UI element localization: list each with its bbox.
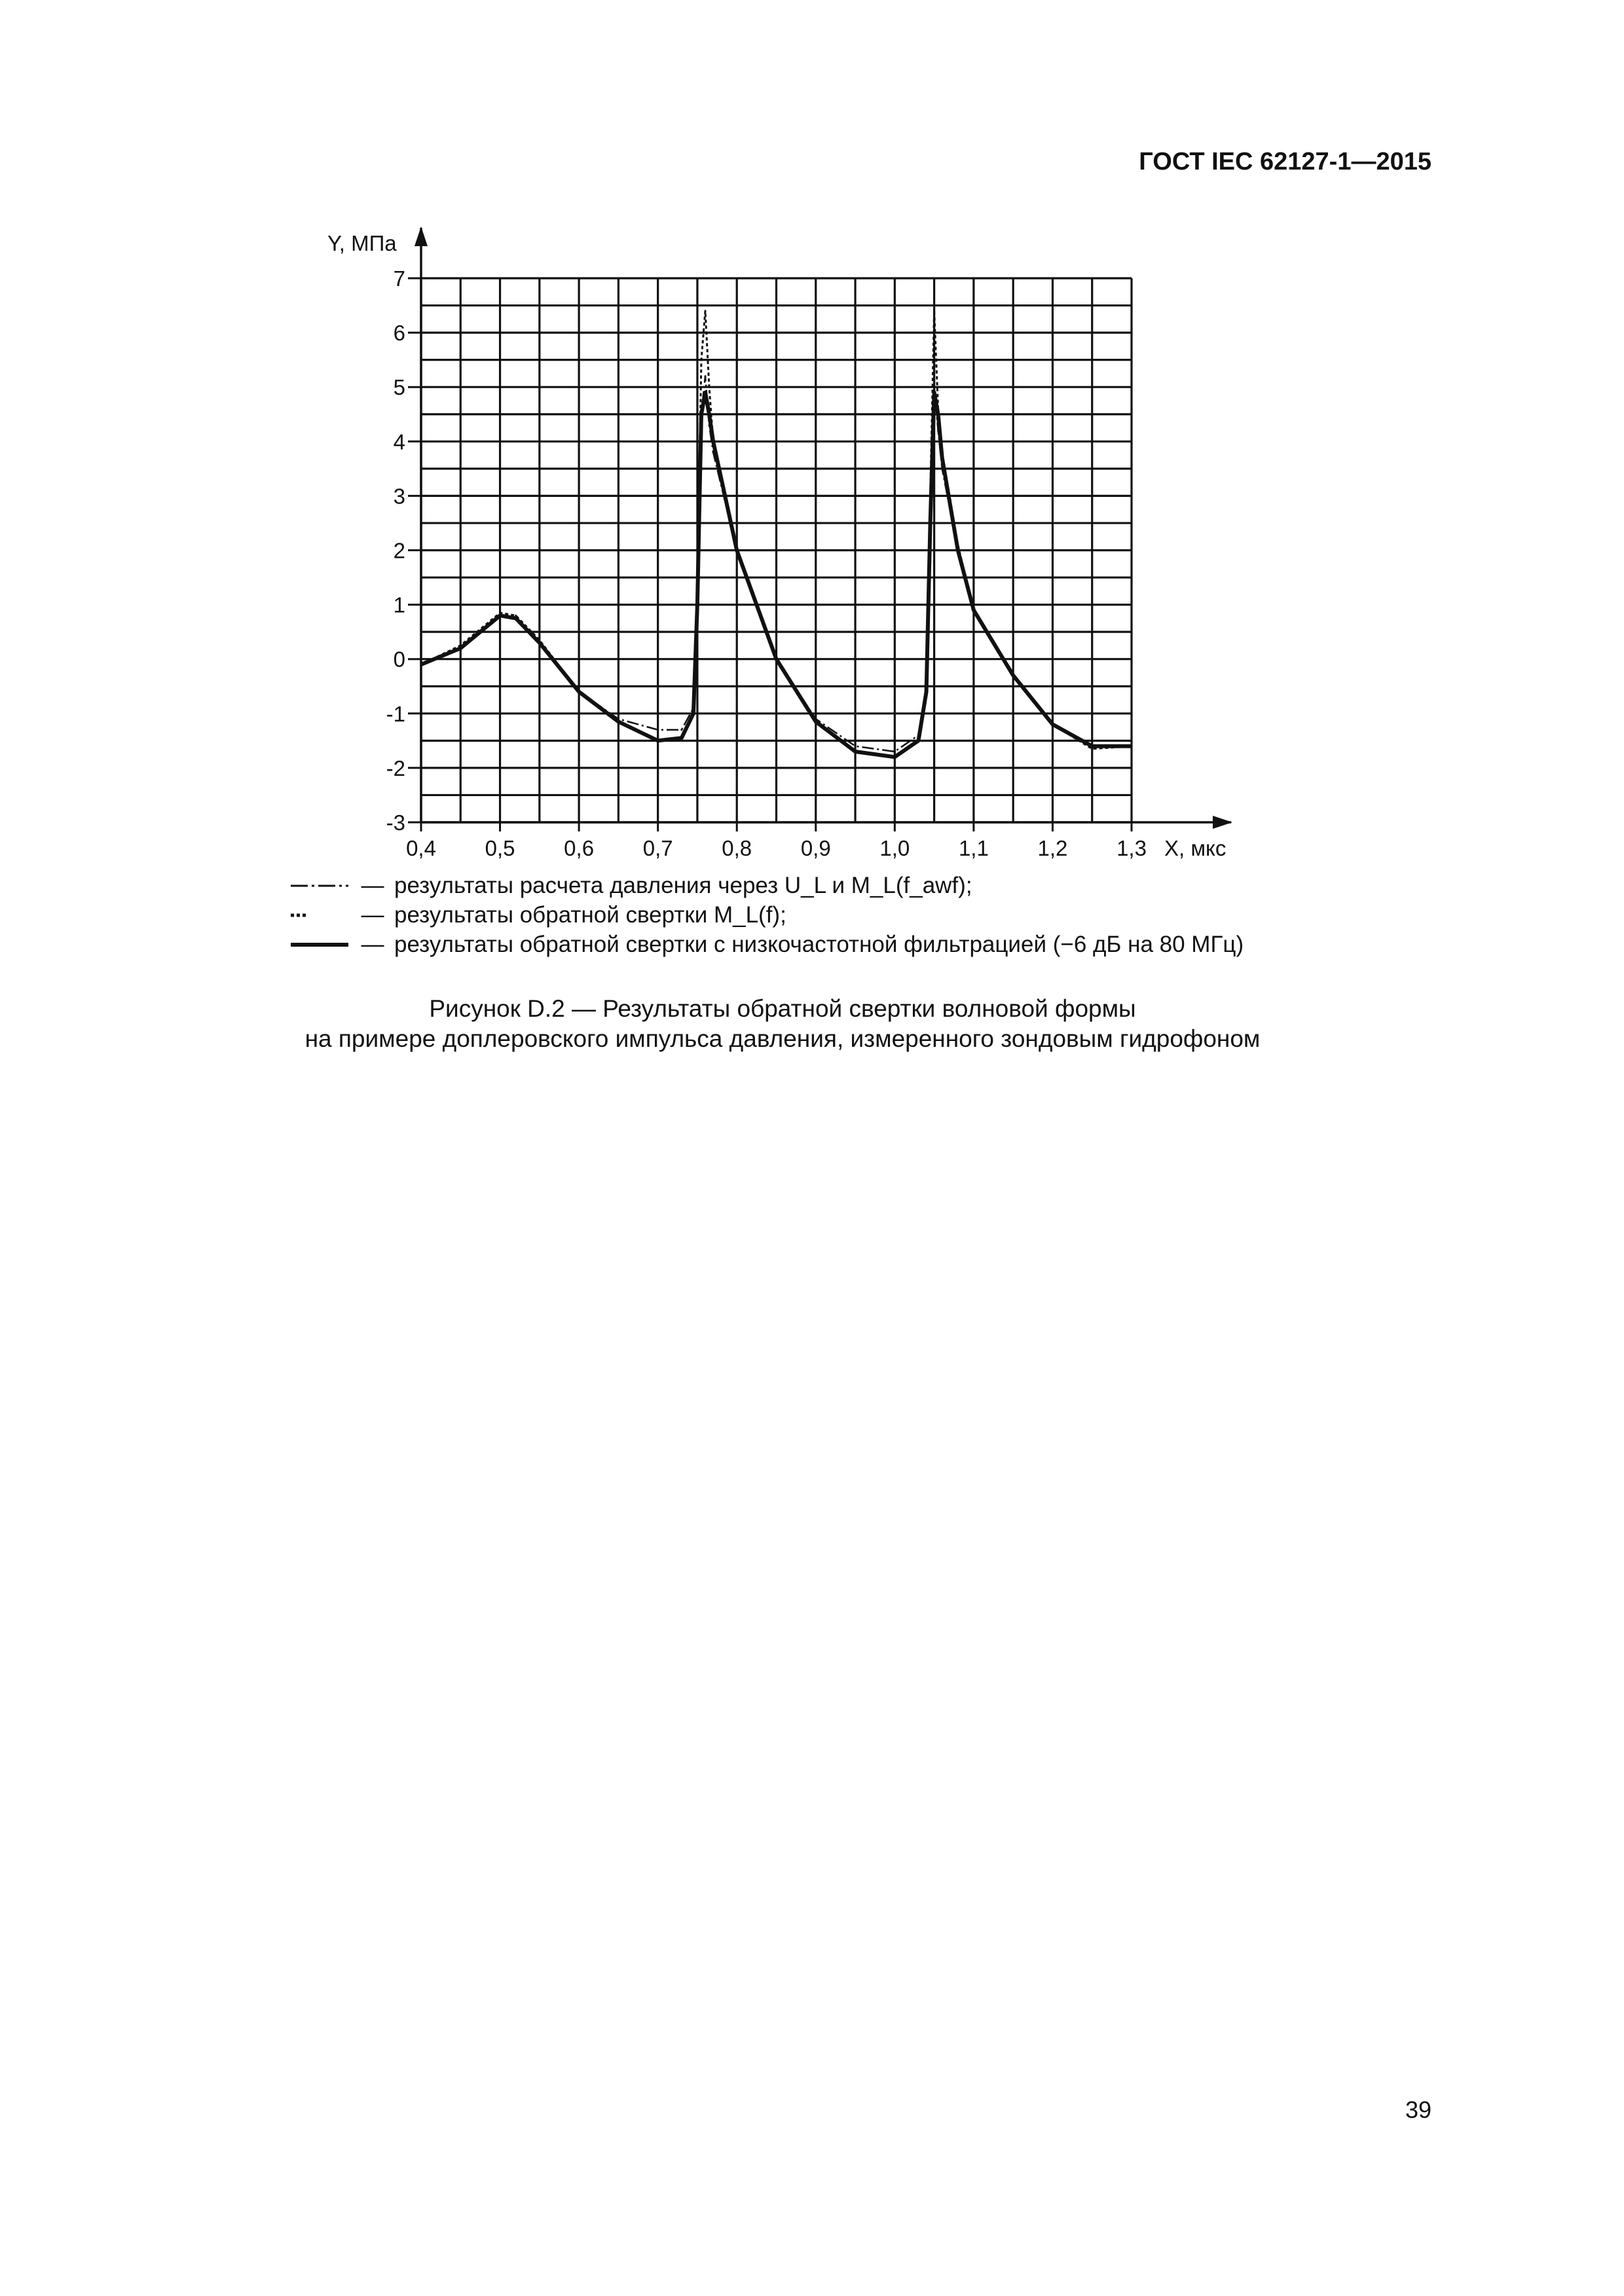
data-point-dash-dot (705, 375, 707, 377)
y-tick-label: 5 (393, 375, 405, 400)
x-tick-label: 0,4 (406, 836, 436, 860)
caption-line-2: на примере доплеровского импульса давления, измеренного зондовым гидрофоном (304, 1025, 1261, 1052)
data-point-solid-thick (957, 549, 959, 551)
data-point-solid-thick (972, 609, 974, 611)
y-tick-label: -2 (386, 756, 405, 780)
y-tick-label: 2 (393, 538, 405, 563)
x-tick-label: 0,6 (564, 836, 595, 860)
data-point-dash-dot (855, 745, 857, 747)
data-point-solid-thick (499, 615, 501, 617)
dash-dot-line-icon (288, 878, 351, 894)
y-tick-label: 6 (393, 321, 405, 346)
legend-item-deconvolution (288, 900, 1244, 930)
legend-item-filtered (288, 930, 1244, 959)
data-point-solid-thick (578, 691, 580, 693)
caption-line-1: Рисунок D.2 — Результаты обратной свертки волновой формы (429, 995, 1136, 1022)
data-point-dash-dot (680, 729, 682, 731)
data-point-solid-thick (929, 522, 931, 524)
data-point-solid-thick (775, 658, 777, 660)
legend-label-text: результаты обратной свертки с низкочастотной фильтрацией (−6 дБ на 80 МГц) (394, 932, 1244, 957)
data-point-solid-thick (815, 721, 817, 723)
chart-legend (288, 871, 1244, 959)
data-point-solid-thick (515, 617, 517, 619)
data-point-dash-dot (894, 751, 896, 753)
dotted-line-icon (288, 907, 351, 923)
chart-axes (421, 228, 1231, 822)
x-tick-label: 1,3 (1116, 836, 1147, 860)
y-tick-label: 1 (393, 592, 405, 617)
data-point-dotted (709, 386, 710, 388)
figure-caption (0, 994, 1565, 1054)
data-point-dotted (705, 310, 707, 312)
y-tick-label: 4 (393, 429, 405, 454)
y-tick-label: -3 (386, 811, 405, 835)
data-point-solid-thick (1131, 745, 1133, 747)
data-point-solid-thick (657, 740, 659, 742)
y-tick-label: 7 (393, 266, 405, 291)
x-tick-label: 0,5 (485, 836, 515, 860)
legend-label-filtered (394, 930, 1244, 959)
data-point-solid-thick (712, 441, 714, 443)
data-point-solid-thick (1052, 723, 1054, 725)
y-axis-label: Y, МПа (327, 231, 397, 255)
data-point-solid-thick (705, 392, 707, 393)
data-point-solid-thick (1012, 674, 1014, 676)
data-point-solid-thick (692, 712, 694, 714)
data-point-solid-thick (680, 737, 682, 739)
waveform-chart (0, 0, 1624, 864)
legend-dash: — (361, 873, 384, 898)
x-tick-label: 0,7 (642, 836, 673, 860)
x-axis-label: X, мкс (1164, 836, 1227, 860)
x-tick-label: 0,9 (800, 836, 831, 860)
legend-item-calculated (288, 871, 1244, 900)
x-tick-label: 0,8 (722, 836, 752, 860)
y-tick-label: 3 (393, 484, 405, 509)
legend-dash: — (361, 932, 384, 957)
data-point-dash-dot (657, 729, 659, 731)
solid-line-icon (288, 937, 351, 953)
data-point-solid-thick (937, 413, 939, 415)
data-point-solid-thick (736, 549, 738, 551)
data-point-solid-thick (855, 751, 857, 753)
data-point-solid-thick (925, 691, 927, 693)
x-tick-label: 1,0 (879, 836, 910, 860)
data-point-solid-thick (933, 392, 935, 393)
y-tick-label: 0 (393, 647, 405, 672)
data-point-solid-thick (701, 413, 703, 415)
data-point-solid-thick (941, 457, 943, 459)
data-point-dotted (499, 612, 501, 614)
legend-label-calculated (394, 871, 972, 900)
standard-header: ГОСТ IEC 62127-1—2015 (1139, 148, 1431, 175)
legend-label-text: результаты расчета давления через U_L и M_L(f_awf); (394, 873, 972, 898)
data-point-solid-thick (696, 604, 698, 606)
y-tick-label: -1 (386, 701, 405, 726)
x-tick-label: 1,1 (958, 836, 989, 860)
data-point-solid-thick (894, 756, 896, 758)
legend-label-deconvolution (394, 900, 786, 930)
data-point-solid-thick (709, 413, 710, 415)
chart-grid (421, 278, 1132, 822)
data-point-solid-thick (618, 721, 619, 723)
data-point-solid-thick (1091, 745, 1093, 747)
data-point-solid-thick (538, 642, 540, 644)
data-point-dotted (1091, 748, 1093, 750)
data-point-dotted (701, 359, 703, 361)
legend-dash: — (361, 902, 384, 928)
x-tick-label: 1,2 (1037, 836, 1068, 860)
data-point-solid-thick (917, 740, 919, 742)
data-point-dotted (933, 310, 935, 312)
page-number: 39 (1405, 2096, 1431, 2123)
data-point-solid-thick (460, 647, 462, 649)
legend-label-text: результаты обратной свертки M_L(f); (394, 902, 786, 928)
